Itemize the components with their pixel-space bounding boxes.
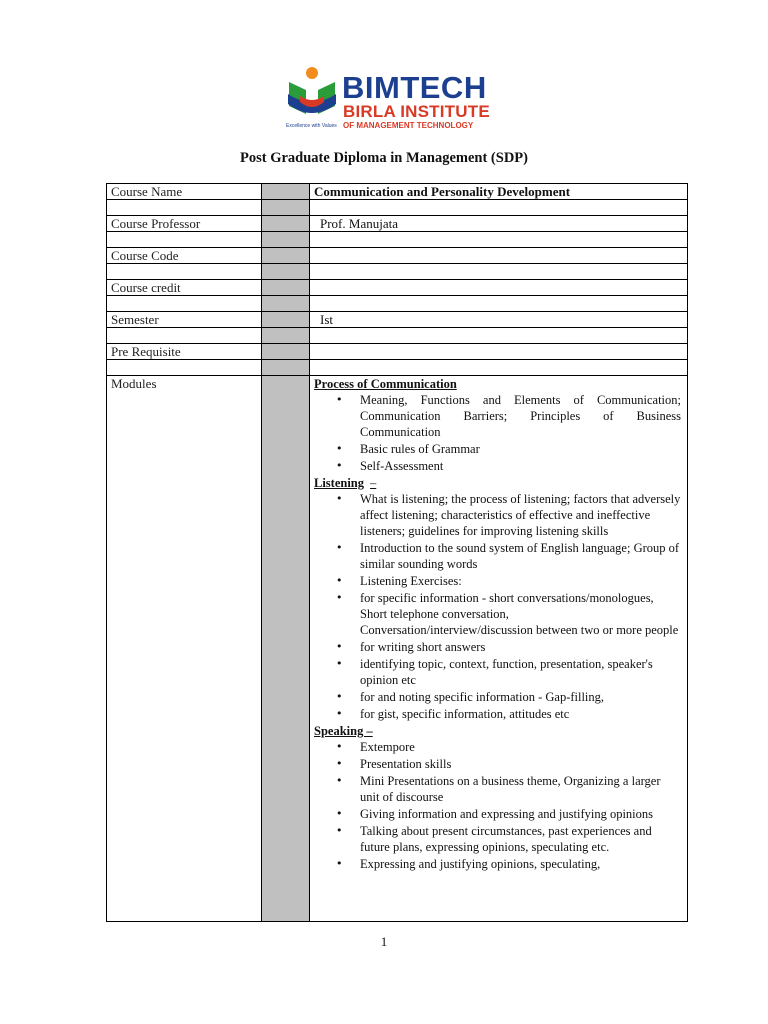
logo-institute-text: BIRLA INSTITUTE	[343, 102, 490, 121]
module-heading: Listening –	[314, 476, 377, 490]
course-name-value: Communication and Personality Development	[310, 184, 688, 200]
module-heading: Speaking –	[314, 724, 373, 738]
module-item-list	[314, 392, 683, 474]
modules-content	[310, 376, 688, 922]
bimtech-emblem-icon	[286, 66, 338, 124]
list-item: • What is listening; the process of listening; factors that adversely affect listening; characteristics of effective and ineffective listeners; guidelines for improving listening skills	[360, 491, 683, 539]
pre-requisite-value	[310, 344, 688, 360]
list-item: • Basic rules of Grammar	[360, 441, 683, 457]
logo-brand-text: BIMTECH	[342, 70, 487, 105]
bimtech-logo	[286, 66, 496, 132]
logo-tagline: Excellence with Values	[286, 123, 337, 129]
course-professor-row	[107, 216, 688, 232]
page-number: 1	[380, 934, 388, 949]
modules-label: Modules	[107, 376, 262, 922]
pre-requisite-row	[107, 344, 688, 360]
list-item: • Listening Exercises:	[360, 573, 683, 589]
logo-subtitle-text: OF MANAGEMENT TECHNOLOGY	[343, 121, 474, 130]
list-item: • for and noting specific information - Gap-filling,	[360, 689, 683, 705]
semester-row	[107, 312, 688, 328]
module-item-list	[314, 739, 683, 872]
list-item: • Mini Presentations on a business theme, Organizing a larger unit of discourse	[360, 773, 683, 805]
list-item: • Extempore	[360, 739, 683, 755]
course-details-table	[106, 183, 688, 922]
module-heading: Process of Communication	[314, 377, 457, 391]
course-professor-value: Prof. Manujata	[310, 216, 688, 232]
pre-requisite-label: Pre Requisite	[107, 344, 262, 360]
semester-value: Ist	[310, 312, 688, 328]
course-code-label: Course Code	[107, 248, 262, 264]
course-name-label: Course Name	[107, 184, 262, 200]
course-code-row	[107, 248, 688, 264]
semester-label: Semester	[107, 312, 262, 328]
list-item: • Presentation skills	[360, 756, 683, 772]
course-credit-value	[310, 280, 688, 296]
list-item: • for writing short answers	[360, 639, 683, 655]
list-item: • Meaning, Functions and Elements of Communication; Communication Barriers; Principles of Business Communication	[360, 392, 683, 440]
course-credit-row	[107, 280, 688, 296]
modules-row	[107, 376, 688, 922]
list-item: • identifying topic, context, function, presentation, speaker's opinion etc	[360, 656, 683, 688]
list-item: • Giving information and expressing and justifying opinions	[360, 806, 683, 822]
list-item: • Introduction to the sound system of English language; Group of similar sounding words	[360, 540, 683, 572]
course-credit-label: Course credit	[107, 280, 262, 296]
document-title: Post Graduate Diploma in Management (SDP)	[240, 150, 528, 166]
list-item: • Talking about present circumstances, past experiences and future plans, expressing opinions, speculating etc.	[360, 823, 683, 855]
course-code-value	[310, 248, 688, 264]
course-professor-label: Course Professor	[107, 216, 262, 232]
module-item-list	[314, 491, 683, 722]
list-item: • Expressing and justifying opinions, speculating,	[360, 856, 683, 872]
list-item: • for specific information - short conversations/monologues, Short telephone conversation, Conversation/interview/discussion between two or more people	[360, 590, 683, 638]
list-item: • Self-Assessment	[360, 458, 683, 474]
list-item: • for gist, specific information, attitudes etc	[360, 706, 683, 722]
course-name-row	[107, 184, 688, 200]
